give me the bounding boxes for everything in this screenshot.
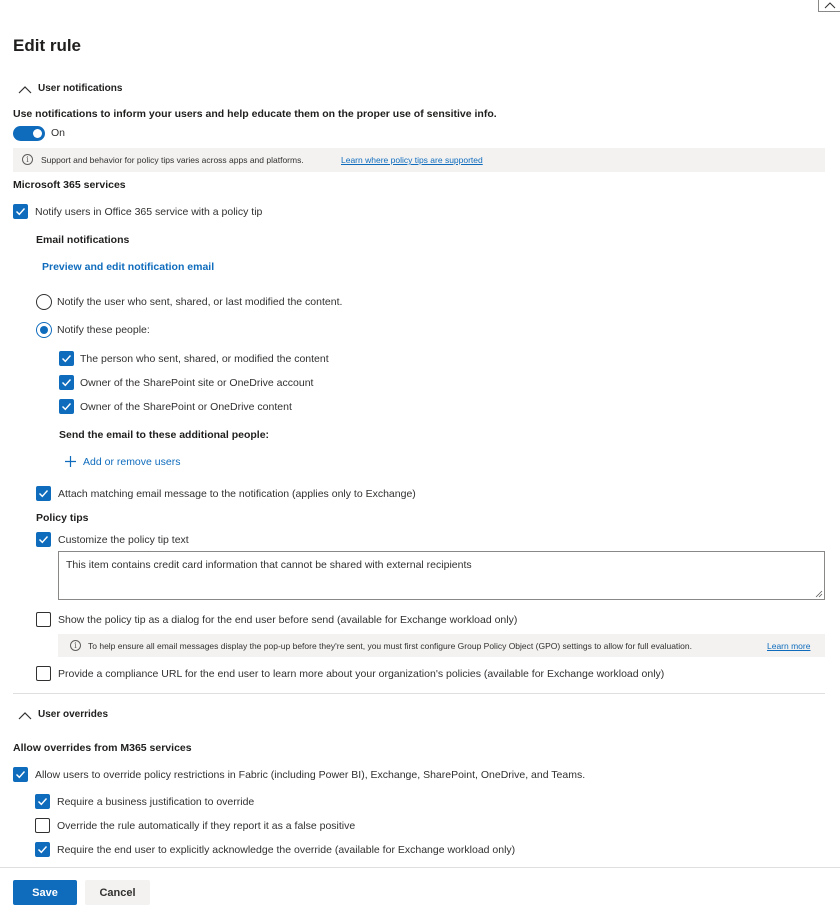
person-label: Owner of the SharePoint site or OneDrive account — [80, 377, 314, 389]
checkmark-icon — [61, 353, 72, 364]
radio-notify-people-label: Notify these people: — [57, 324, 150, 336]
page-title: Edit rule — [13, 36, 82, 55]
dialog-tip-checkbox[interactable] — [36, 612, 51, 627]
chevron-up-icon — [18, 711, 32, 721]
toggle-label: On — [51, 127, 66, 139]
checkmark-icon — [15, 769, 26, 780]
gpo-info-bar — [58, 634, 825, 657]
allow-override-label: Allow users to override policy restrictions in Fabric (including Power BI), Exchange, SharePoint, OneDrive, and Teams. — [35, 769, 586, 781]
person-checkbox[interactable] — [59, 351, 74, 366]
notify-policy-tip-checkbox[interactable] — [13, 204, 28, 219]
acknowledge-checkbox[interactable] — [35, 842, 50, 857]
chevron-up-icon — [18, 85, 32, 95]
justification-label: Require a business justification to override — [57, 796, 255, 808]
resize-handle-icon[interactable] — [815, 590, 823, 598]
notifications-description: Use notifications to inform your users and help educate them on the proper use of sensitive info. — [13, 108, 497, 120]
add-users-label: Add or remove users — [83, 456, 181, 468]
radio-notify-sender[interactable] — [36, 294, 52, 310]
user-overrides-toggle[interactable] — [18, 709, 138, 723]
radio-notify-sender-label: Notify the user who sent, shared, or last modified the content. — [57, 296, 343, 308]
cancel-button[interactable]: Cancel — [85, 880, 150, 905]
add-users-button[interactable] — [64, 454, 194, 470]
person-checkbox[interactable] — [59, 375, 74, 390]
checkmark-icon — [37, 844, 48, 855]
info-icon: i — [70, 640, 81, 651]
close-button[interactable] — [818, 0, 840, 12]
policy-tips-link[interactable]: Learn where policy tips are supported — [341, 155, 483, 165]
section-divider — [13, 693, 825, 694]
m365-header: Microsoft 365 services — [13, 179, 126, 191]
compliance-url-label: Provide a compliance URL for the end user to learn more about your organization's policies (available for Exchange workload only) — [58, 668, 665, 680]
notifications-toggle[interactable] — [13, 126, 45, 141]
policy-tip-info-bar — [13, 148, 825, 172]
save-button[interactable]: Save — [13, 880, 77, 905]
section-header: User notifications — [38, 83, 123, 94]
customize-tip-checkbox[interactable] — [36, 532, 51, 547]
customize-tip-label: Customize the policy tip text — [58, 534, 189, 546]
footer-divider — [0, 867, 840, 868]
checkmark-icon — [61, 377, 72, 388]
checkmark-icon — [37, 796, 48, 807]
user-notifications-toggle[interactable] — [18, 83, 148, 97]
radio-notify-people[interactable] — [36, 322, 52, 338]
preview-email-link[interactable]: Preview and edit notification email — [42, 261, 215, 273]
acknowledge-label: Require the end user to explicitly acknowledge the override (available for Exchange workload only) — [57, 844, 516, 856]
checkmark-icon — [38, 488, 49, 499]
attach-message-label: Attach matching email message to the notification (applies only to Exchange) — [58, 488, 416, 500]
policy-tip-text: This item contains credit card information that cannot be shared with external recipients — [66, 559, 472, 571]
justification-checkbox[interactable] — [35, 794, 50, 809]
email-notifications-header: Email notifications — [36, 234, 130, 246]
false-positive-checkbox[interactable] — [35, 818, 50, 833]
chevron-up-icon — [819, 0, 840, 11]
additional-people-header: Send the email to these additional people: — [59, 429, 270, 441]
section-header: User overrides — [38, 709, 109, 720]
person-checkbox[interactable] — [59, 399, 74, 414]
info-text: Support and behavior for policy tips varies across apps and platforms. — [41, 155, 304, 165]
plus-icon — [64, 455, 77, 468]
gpo-learn-more-link[interactable]: Learn more — [767, 641, 811, 651]
toggle-knob — [33, 129, 42, 138]
info-icon: i — [22, 154, 33, 165]
checkmark-icon — [38, 534, 49, 545]
checkmark-icon — [15, 206, 26, 217]
compliance-url-checkbox[interactable] — [36, 666, 51, 681]
dialog-tip-label: Show the policy tip as a dialog for the end user before send (available for Exchange workload only) — [58, 614, 518, 626]
allow-overrides-header: Allow overrides from M365 services — [13, 742, 192, 754]
person-label: Owner of the SharePoint or OneDrive content — [80, 401, 292, 413]
checkmark-icon — [61, 401, 72, 412]
person-label: The person who sent, shared, or modified the content — [80, 353, 329, 365]
attach-message-checkbox[interactable] — [36, 486, 51, 501]
notify-policy-tip-label: Notify users in Office 365 service with a policy tip — [35, 206, 263, 218]
false-positive-label: Override the rule automatically if they report it as a false positive — [57, 820, 356, 832]
allow-override-checkbox[interactable] — [13, 767, 28, 782]
policy-tip-textarea[interactable] — [58, 551, 825, 600]
gpo-info-text: To help ensure all email messages display the pop-up before they're sent, you must first configure Group Policy Object (GPO) settings to allow for full evaluation. — [88, 641, 693, 651]
policy-tips-header: Policy tips — [36, 512, 89, 524]
